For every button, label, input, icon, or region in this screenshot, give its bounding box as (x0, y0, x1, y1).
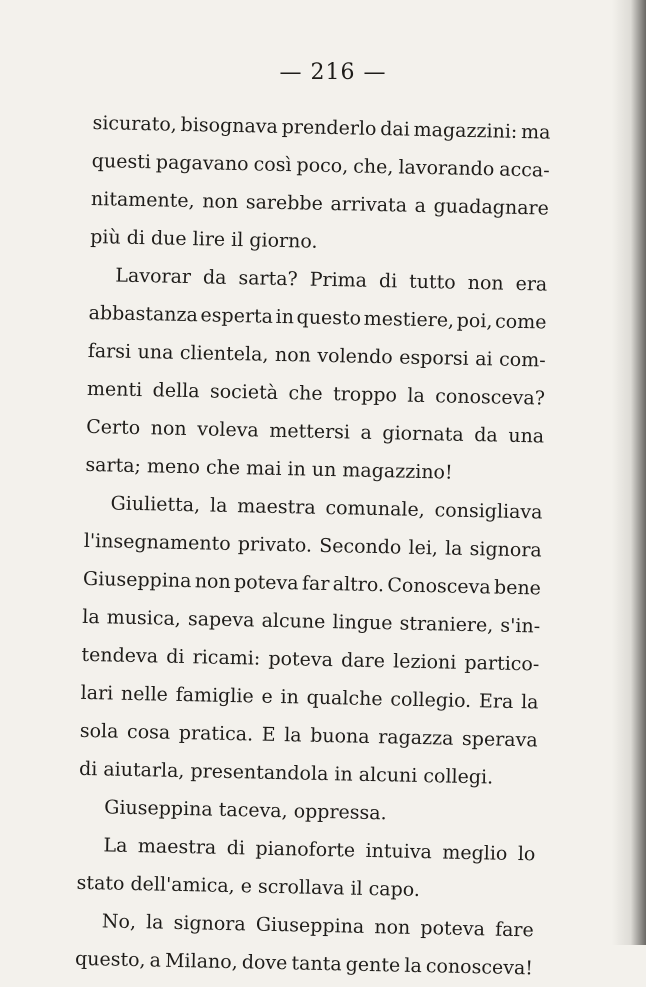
word: qualche (306, 686, 383, 711)
word: voleva (196, 418, 259, 442)
word: sola (79, 719, 119, 743)
word: intuiva (365, 839, 433, 864)
word: ai (474, 348, 493, 371)
word: collegio. (390, 688, 472, 713)
word: poteva (233, 571, 299, 595)
word: acca- (499, 158, 550, 182)
text-line: stato dell'amica, e scrollava il capo. (76, 871, 421, 902)
word: da (474, 424, 499, 447)
word: a (414, 194, 427, 217)
word: non (150, 417, 187, 441)
word: signora (173, 911, 246, 936)
word: s'in- (500, 614, 541, 638)
word: dai (380, 118, 411, 141)
word: pagavano (155, 151, 249, 176)
text-line: sarta; meno che mai in un magazzino! (85, 453, 453, 484)
word: lei, (408, 536, 439, 560)
word: non (274, 343, 312, 367)
word: cosa (126, 720, 171, 744)
word: buona (309, 724, 370, 748)
word: sarebbe (245, 191, 324, 215)
word: E (261, 723, 276, 746)
page-edge-shadow (612, 0, 646, 945)
word: in (280, 686, 300, 709)
word: La (103, 834, 128, 857)
word: la (444, 537, 463, 560)
word: conosceva? (435, 385, 546, 410)
word: la (145, 911, 164, 934)
word: e (261, 685, 273, 708)
word: sperava (461, 727, 538, 752)
word: la (404, 954, 423, 978)
word: della (152, 379, 200, 403)
word: di (378, 270, 398, 293)
word: ma (520, 120, 551, 144)
word: pianoforte (255, 837, 356, 862)
word: in (275, 305, 295, 329)
word: così (253, 153, 292, 177)
word: la (82, 605, 100, 629)
word: la (520, 691, 539, 714)
word: che (288, 382, 323, 405)
word: non (467, 271, 504, 295)
text-line: di aiutarla, presentandola in alcuni collegi. (78, 757, 494, 789)
word: meglio (442, 841, 508, 865)
word: menti (86, 377, 143, 402)
word: esporsi (398, 346, 469, 370)
word: famiglie (175, 683, 254, 708)
word: tanta (291, 952, 342, 976)
word: la (407, 384, 426, 408)
word: tendeva (81, 643, 159, 668)
word: a (360, 421, 373, 444)
word: com- (498, 348, 546, 372)
word: a (149, 949, 162, 972)
word: far (301, 572, 330, 596)
word: una (508, 424, 545, 448)
word: questo, (74, 947, 146, 972)
word: questo (296, 306, 362, 330)
word: di (226, 836, 246, 860)
text-line: più di due lire il giorno. (89, 225, 318, 253)
word: Secondo (318, 534, 402, 559)
word: bene (493, 576, 542, 600)
word: poi, (456, 309, 493, 333)
word: lezioni (392, 650, 457, 674)
word: poteva (268, 647, 334, 672)
word: Milano, (164, 949, 238, 974)
word: da (202, 266, 227, 289)
word: conosceva! (425, 955, 534, 980)
word: che, (353, 155, 394, 179)
page-number: — 216 — (279, 60, 387, 85)
word: come (494, 310, 547, 334)
word: l'insegnamento (83, 529, 231, 555)
text-line: Giuseppina taceva, oppressa. (104, 796, 387, 825)
word: Lavorar (115, 264, 192, 289)
word: Giuseppina (255, 913, 365, 938)
word: altro. (332, 573, 385, 597)
word: lari (80, 681, 114, 705)
word: Giulietta, (110, 492, 201, 517)
word: la (283, 724, 302, 747)
word: magazzini: (413, 118, 518, 143)
word: Conosceva (387, 574, 491, 599)
word: lingue (332, 611, 393, 635)
word: bisognava (180, 113, 279, 138)
word: giornata (382, 422, 464, 446)
word: non (194, 570, 231, 593)
word: privato. (237, 533, 313, 557)
word: società (209, 380, 279, 404)
word: sapeva (187, 608, 255, 632)
word: sarta? (238, 267, 298, 291)
word: maestra (137, 835, 217, 859)
word: nitamente, (90, 187, 195, 213)
word: No, (101, 910, 137, 934)
word: consigliava (434, 499, 543, 524)
word: prenderlo (281, 115, 377, 140)
word: ricami: (192, 646, 261, 670)
word: pratica. (178, 721, 254, 746)
word: lavorando (398, 156, 495, 181)
word: Certo (86, 415, 141, 440)
word: arrivata (330, 192, 408, 217)
word: sicurato, (92, 111, 178, 136)
word: tutto (408, 270, 456, 294)
body-text (75, 104, 551, 987)
word: farsi (87, 339, 132, 363)
word: maestra (237, 495, 316, 519)
word: Era (478, 690, 514, 713)
word: poco, (296, 154, 349, 178)
word: comunale, (325, 496, 426, 522)
word: volendo (317, 344, 393, 369)
word: di (165, 645, 185, 669)
word: lo (517, 843, 536, 866)
word: non (374, 916, 411, 939)
word: fare (494, 918, 534, 942)
word: la (209, 494, 228, 517)
word: gente (345, 953, 401, 977)
word: dare (340, 649, 386, 673)
word: era (515, 272, 548, 296)
word: clientela, (179, 341, 269, 366)
word: ragazza (377, 726, 454, 750)
word: una (137, 340, 174, 364)
word: partico- (464, 651, 540, 676)
word: mettersi (269, 419, 351, 444)
word: mestiere, (363, 307, 455, 332)
word: questi (91, 149, 152, 174)
word: guadagnare (433, 195, 550, 220)
word: Prima (309, 268, 368, 292)
word: abbastanza (88, 301, 199, 327)
word: esperta (200, 304, 274, 328)
word: dove (241, 951, 288, 975)
word: Giuseppina (82, 567, 192, 593)
word: troppo (332, 383, 398, 407)
word: non (202, 190, 239, 214)
word: musica, (106, 606, 182, 630)
word: signora (469, 537, 542, 562)
word: poteva (420, 917, 486, 941)
word: straniere, (399, 612, 494, 637)
word: nelle (120, 682, 169, 706)
word: alcune (261, 609, 326, 633)
